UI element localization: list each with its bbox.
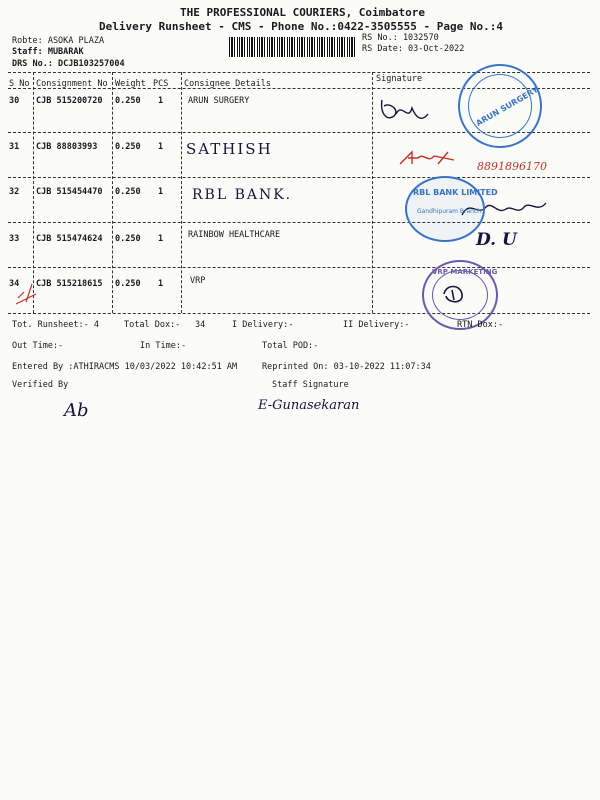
column-divider [372, 72, 373, 313]
ii-delivery: II Delivery:- [343, 320, 410, 330]
row-consignment: CJB 515454470 [36, 187, 103, 197]
stamp-rbl-bank: RBL BANK LIMITED Gandhipuram Branch [405, 176, 485, 242]
verified-signature: Ab [64, 400, 89, 421]
route-label: Robte: ASOKA PLAZA [12, 36, 105, 46]
row-pcs: 1 [158, 234, 164, 244]
table-bottom-line [8, 313, 590, 314]
total-dox-value: 34 [195, 320, 206, 330]
row-sno: 33 [9, 234, 20, 244]
row-weight: 0.250 [115, 234, 141, 244]
row-consignment: CJB 88803993 [36, 142, 98, 152]
staff-label: Staff: MUBARAK [12, 47, 84, 57]
col-pcs: PCS [153, 79, 169, 89]
phone-handwritten: 8891896170 [477, 160, 547, 173]
signature-row-33: D. U [476, 230, 517, 250]
runsheet-title: Delivery Runsheet - CMS - Phone No.:0422-3505555 - Page No.:4 [99, 20, 503, 33]
row-pcs: 1 [158, 279, 164, 289]
row-divider [8, 267, 590, 268]
reprinted-on: Reprinted On: 03-10-2022 11:07:34 [262, 362, 431, 372]
row-sno: 34 [9, 279, 20, 289]
stamp-arun-surgery: ARUN SURGERY [458, 64, 542, 148]
row-divider [8, 177, 590, 178]
row-consignee: ARUN SURGERY [188, 96, 250, 106]
total-dox-label: Total Dox:- [124, 320, 181, 330]
staff-signature: E-Gunasekaran [258, 398, 360, 413]
row-pcs: 1 [158, 142, 164, 152]
col-signature: Signature [376, 74, 423, 84]
row-consignee: VRP [190, 276, 206, 286]
column-divider [33, 72, 34, 313]
row-consignment: CJB 515200720 [36, 96, 103, 106]
row-consignee: RAINBOW HEALTHCARE [188, 230, 281, 240]
row-sno: 30 [9, 96, 20, 106]
column-divider [112, 72, 113, 313]
total-pod: Total POD:- [262, 341, 319, 351]
row-pcs: 1 [158, 96, 164, 106]
entered-by: Entered By :ATHIRACMS 10/03/2022 10:42:51 AM [12, 362, 238, 372]
i-delivery: I Delivery:- [232, 320, 294, 330]
col-consignee: Consignee Details [184, 79, 271, 89]
col-sno: S No [9, 79, 30, 89]
barcode [229, 37, 357, 57]
column-divider [181, 72, 182, 313]
tot-runsheet: Tot. Runsheet:- 4 [12, 320, 99, 330]
row-sno: 31 [9, 142, 20, 152]
drs-number: DRS No.: DCJB103257004 [12, 59, 125, 69]
row-consignee-handwritten: RBL BANK. [192, 187, 293, 203]
row-consignee-handwritten: SATHISH [186, 140, 273, 158]
tick-mark [14, 282, 44, 316]
rs-number: RS No.: 1032570 [362, 33, 439, 43]
stamp-vrp-marketing: VRP MARKETING [422, 260, 498, 330]
row-consignment: CJB 515218615 [36, 279, 103, 289]
row-pcs: 1 [158, 187, 164, 197]
col-consignment: Consignment No [36, 79, 108, 89]
row-weight: 0.250 [115, 142, 141, 152]
signature-row-31 [398, 146, 468, 170]
col-weight: Weight [115, 79, 146, 89]
row-weight: 0.250 [115, 279, 141, 289]
in-time: In Time:- [140, 341, 187, 351]
row-sno: 32 [9, 187, 20, 197]
staff-signature-label: Staff Signature [272, 380, 349, 390]
row-weight: 0.250 [115, 96, 141, 106]
row-consignment: CJB 515474624 [36, 234, 103, 244]
row-weight: 0.250 [115, 187, 141, 197]
out-time: Out Time:- [12, 341, 64, 351]
company-title: THE PROFESSIONAL COURIERS, Coimbatore [180, 6, 426, 19]
rs-date: RS Date: 03-Oct-2022 [362, 44, 465, 54]
rtn-dox: RTN Dox:- [457, 320, 504, 330]
verified-by-label: Verified By [12, 380, 69, 390]
signature-row-30 [376, 92, 436, 128]
